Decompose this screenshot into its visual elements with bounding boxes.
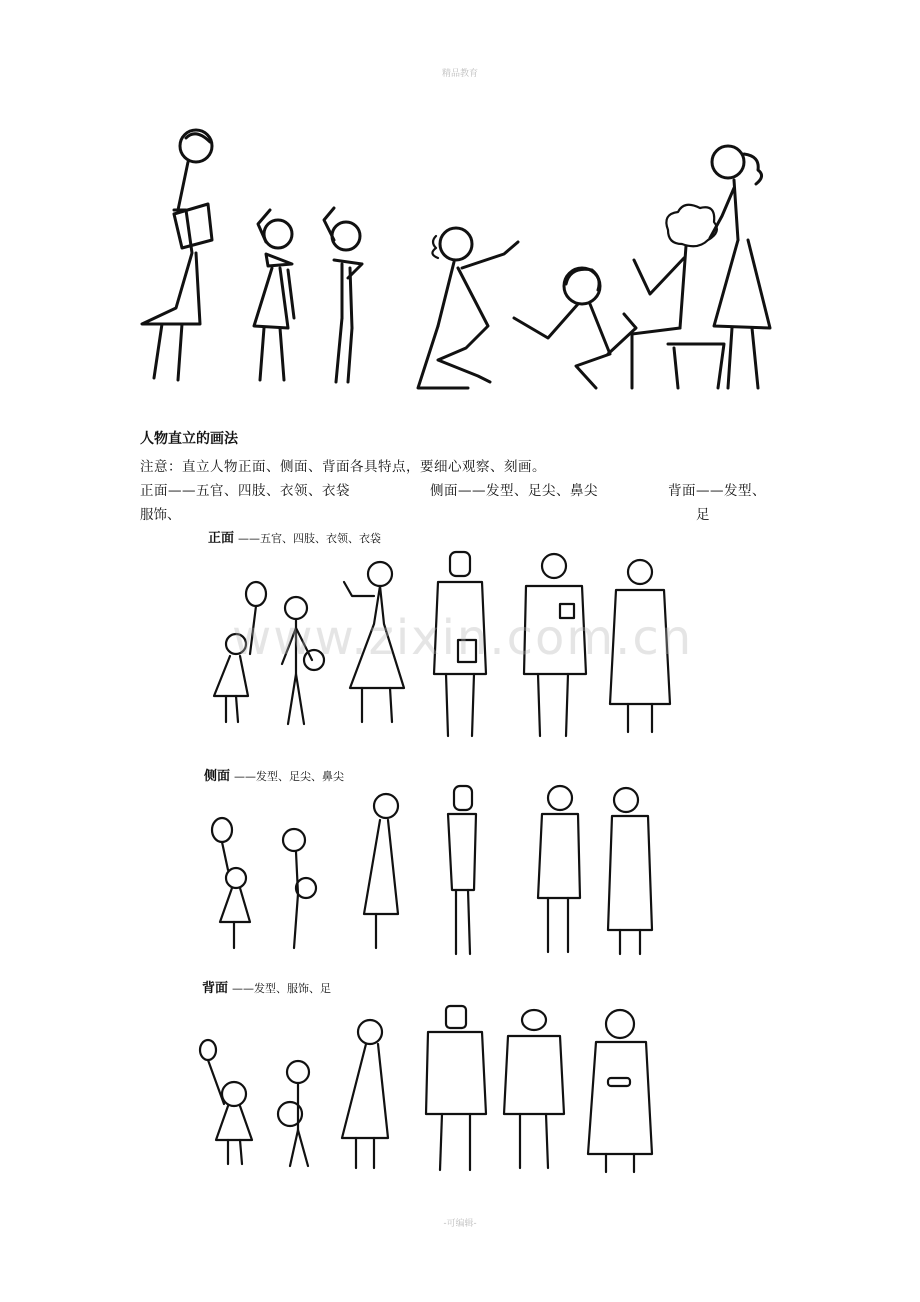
figure-girl-waving	[254, 210, 294, 380]
back-sublabel: ——发型、服饰、足	[232, 982, 331, 995]
front-sublabel: ——五官、四肢、衣领、衣袋	[238, 532, 381, 545]
side-sublabel: ——发型、足尖、鼻尖	[234, 770, 344, 783]
figure-boy-waving	[324, 208, 362, 382]
watermark-text: www.zixin.com.cn	[232, 610, 694, 666]
figure-seated-person	[632, 205, 724, 388]
back-row-figures	[200, 1006, 652, 1172]
figure-crouching-child	[514, 268, 636, 388]
top-sketch-illustration	[138, 118, 788, 398]
figure-woman-with-book	[142, 130, 212, 380]
back-description-part3: 足	[696, 507, 710, 523]
figure-tall-woman	[710, 146, 770, 388]
front-label: 正面	[208, 531, 235, 546]
side-row-figures	[212, 786, 652, 954]
section-title: 人物直立的画法	[140, 431, 238, 447]
side-description: 侧面——发型、足尖、鼻尖	[430, 483, 598, 499]
note-text: 注意：直立人物正面、侧面、背面各具特点，要细心观察、刻画。	[140, 459, 546, 475]
side-label: 侧面	[204, 769, 231, 784]
front-description: 正面——五官、四肢、衣领、衣袋	[140, 483, 350, 499]
figure-kneeling-woman	[418, 228, 518, 388]
footer-watermark: -可编辑-	[443, 1219, 477, 1229]
back-label: 背面	[202, 981, 229, 996]
back-description-part1: 背面——发型、	[668, 483, 766, 499]
header-watermark: 精品教育	[441, 69, 478, 79]
back-description-part2: 服饰、	[140, 507, 181, 523]
